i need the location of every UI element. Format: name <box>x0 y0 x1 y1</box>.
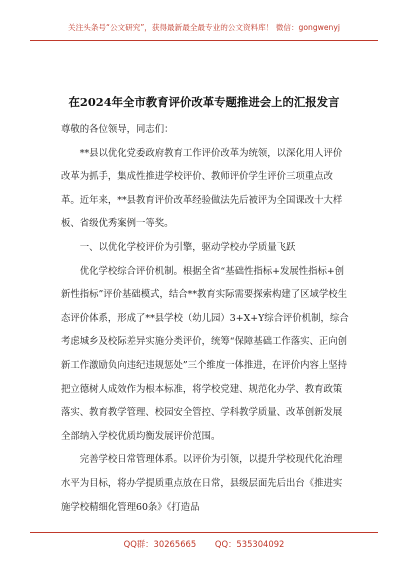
footer-qq-group: QQ群：30265665 <box>123 539 197 549</box>
paragraph: 优化学校综合评价机制。根据全省“基础性指标+发展性指标+创新性指标”评价基础模式，结合**教育实际需要探索构建了区域学校生态评价体系，形成了**县学校（幼儿园）3+X+Y综合评价机制，综合考虑城乡及校际差异实施分类评价，统筹“保障基础工作落实、正向创新工作激励负向违纪违规惩处”三个维度一体推进，在评价内容上坚持把立德树人成效作为根本标准，将学校党建、规范化办学、教育政策落实、教育教学管理、校园安全管控、学科教学质量、改革创新发展全部纳入学校优质均衡发展评价范围。 <box>61 265 349 442</box>
footer-divider <box>30 532 378 533</box>
paragraph: **县以优化党委政府教育工作评价改革为统领，以深化用人评价改革为抓手，集成性推进学校评价、教师评价学生评价三项重点改革。近年来，**县教育评价改革经验做法先后被评为全国课改十大样板、省级优秀案例一等奖。 <box>61 147 343 230</box>
footer-qq: QQ：535304092 <box>214 539 285 549</box>
header-notice: 关注头条号“公文研究”，获得最新最全最专业的公文资料库！ 微信：gongwenyj <box>68 23 340 32</box>
section-heading: 一、以优化学校评价为引擎，驱动学校办学质量飞跃 <box>79 241 296 253</box>
document-body <box>61 118 351 519</box>
footer-contact <box>0 538 408 550</box>
header-divider <box>30 40 378 41</box>
paragraph: 完善学校日常管理体系。以评价为引领，以提升学校现代化治理水平为目标，将办学提质重点放在日常，县级层面先后出台《推进实施学校精细化管理60条》《打造品 <box>61 454 343 513</box>
document-title: 在2024年全市教育评价改革专题推进会上的汇报发言 <box>68 95 340 109</box>
salutation: 尊敬的各位领导，同志们： <box>61 124 174 135</box>
